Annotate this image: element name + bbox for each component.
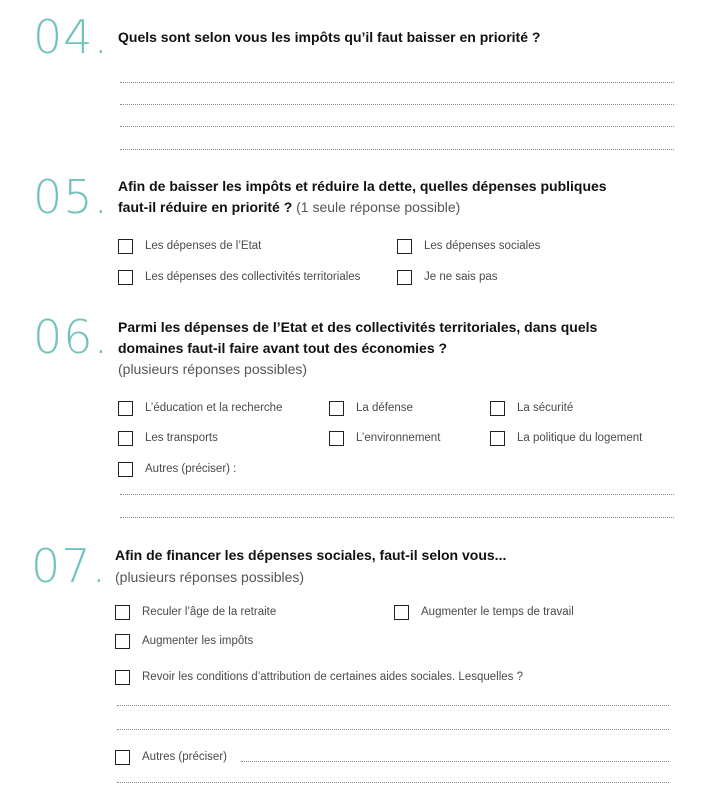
- option-label: La politique du logement: [517, 432, 643, 444]
- checkbox[interactable]: [118, 401, 133, 416]
- q06-option-environnement[interactable]: [329, 429, 440, 447]
- q05-option-collectivites[interactable]: [118, 268, 360, 286]
- question-05-number: 05.: [33, 170, 110, 224]
- checkbox[interactable]: [329, 401, 344, 416]
- question-06-title: [118, 317, 597, 359]
- option-label: L’environnement: [356, 432, 441, 444]
- checkbox[interactable]: [115, 634, 130, 649]
- option-label: Les dépenses sociales: [424, 240, 541, 252]
- q05-option-etat[interactable]: [118, 237, 261, 255]
- answer-line-q04-1[interactable]: [120, 82, 674, 83]
- checkbox[interactable]: [397, 239, 412, 254]
- q06-option-logement[interactable]: [490, 429, 642, 447]
- answer-line-q07-2[interactable]: [117, 729, 669, 730]
- answer-line-q04-2[interactable]: [120, 104, 674, 105]
- checkbox[interactable]: [490, 401, 505, 416]
- question-07-subtitle: (plusieurs réponses possibles): [115, 569, 305, 585]
- answer-line-q04-3[interactable]: [120, 126, 674, 127]
- question-05-note: (1 seule réponse possible): [292, 199, 461, 215]
- q06-option-transports[interactable]: [118, 429, 218, 447]
- option-label: La sécurité: [517, 402, 574, 414]
- checkbox[interactable]: [329, 431, 344, 446]
- option-label: Reculer l’âge de la retraite: [142, 606, 277, 618]
- q06-option-education[interactable]: [118, 399, 282, 417]
- checkbox[interactable]: [118, 239, 133, 254]
- answer-line-q06-1[interactable]: [120, 494, 674, 495]
- q06-option-defense[interactable]: [329, 399, 413, 417]
- q07-option-temps-travail[interactable]: [394, 603, 574, 621]
- checkbox[interactable]: [115, 750, 130, 765]
- question-05-title-line1: Afin de baisser les impôts et réduire la dette, quelles dépenses publiques: [118, 178, 607, 194]
- checkbox[interactable]: [118, 431, 133, 446]
- question-06-subtitle: (plusieurs réponses possibles): [118, 361, 308, 377]
- option-label: Les dépenses de l’Etat: [145, 240, 262, 252]
- q05-option-ne-sais-pas[interactable]: [397, 268, 498, 286]
- answer-line-q04-4[interactable]: [120, 149, 674, 150]
- question-07-number: 07.: [31, 539, 108, 593]
- checkbox[interactable]: [115, 605, 130, 620]
- q06-option-securite[interactable]: [490, 399, 573, 417]
- question-06-title-line2: domaines faut-il faire avant tout des économies ?: [118, 340, 448, 356]
- checkbox[interactable]: [115, 670, 130, 685]
- question-07-title: Afin de financer les dépenses sociales, faut-il selon vous...: [115, 547, 507, 563]
- checkbox[interactable]: [118, 462, 133, 477]
- checkbox[interactable]: [490, 431, 505, 446]
- option-label: Autres (préciser) :: [145, 463, 237, 475]
- question-05-title: [118, 176, 607, 218]
- q05-option-sociales[interactable]: [397, 237, 540, 255]
- question-06-title-line1: Parmi les dépenses de l’Etat et des collectivités territoriales, dans quels: [118, 319, 598, 335]
- option-label: La défense: [356, 402, 413, 414]
- answer-line-q06-2[interactable]: [120, 517, 674, 518]
- option-label: Les dépenses des collectivités territoriales: [145, 271, 361, 283]
- option-label: Autres (préciser): [142, 751, 227, 763]
- question-05-title-line2: faut-il réduire en priorité ?: [118, 199, 293, 215]
- q07-option-autres[interactable]: [115, 748, 227, 766]
- checkbox[interactable]: [118, 270, 133, 285]
- q07-option-aides-sociales[interactable]: [115, 668, 523, 686]
- checkbox[interactable]: [394, 605, 409, 620]
- option-label: Les transports: [145, 432, 218, 444]
- q07-option-impots[interactable]: [115, 632, 253, 650]
- answer-line-q07-1[interactable]: [117, 705, 669, 706]
- answer-line-q07-autres[interactable]: [241, 761, 669, 762]
- option-label: Augmenter le temps de travail: [421, 606, 574, 618]
- option-label: Augmenter les impôts: [142, 635, 254, 647]
- option-label: Revoir les conditions d’attribution de certaines aides sociales. Lesquelles ?: [142, 671, 523, 683]
- option-label: Je ne sais pas: [424, 271, 498, 283]
- option-label: L’éducation et la recherche: [145, 402, 283, 414]
- question-04-number: 04.: [33, 10, 110, 64]
- q06-option-autres[interactable]: [118, 460, 236, 478]
- question-04-title: Quels sont selon vous les impôts qu’il faut baisser en priorité ?: [118, 29, 541, 45]
- checkbox[interactable]: [397, 270, 412, 285]
- answer-line-q07-3[interactable]: [117, 782, 669, 783]
- q07-option-retraite[interactable]: [115, 603, 276, 621]
- question-06-number: 06.: [33, 310, 110, 364]
